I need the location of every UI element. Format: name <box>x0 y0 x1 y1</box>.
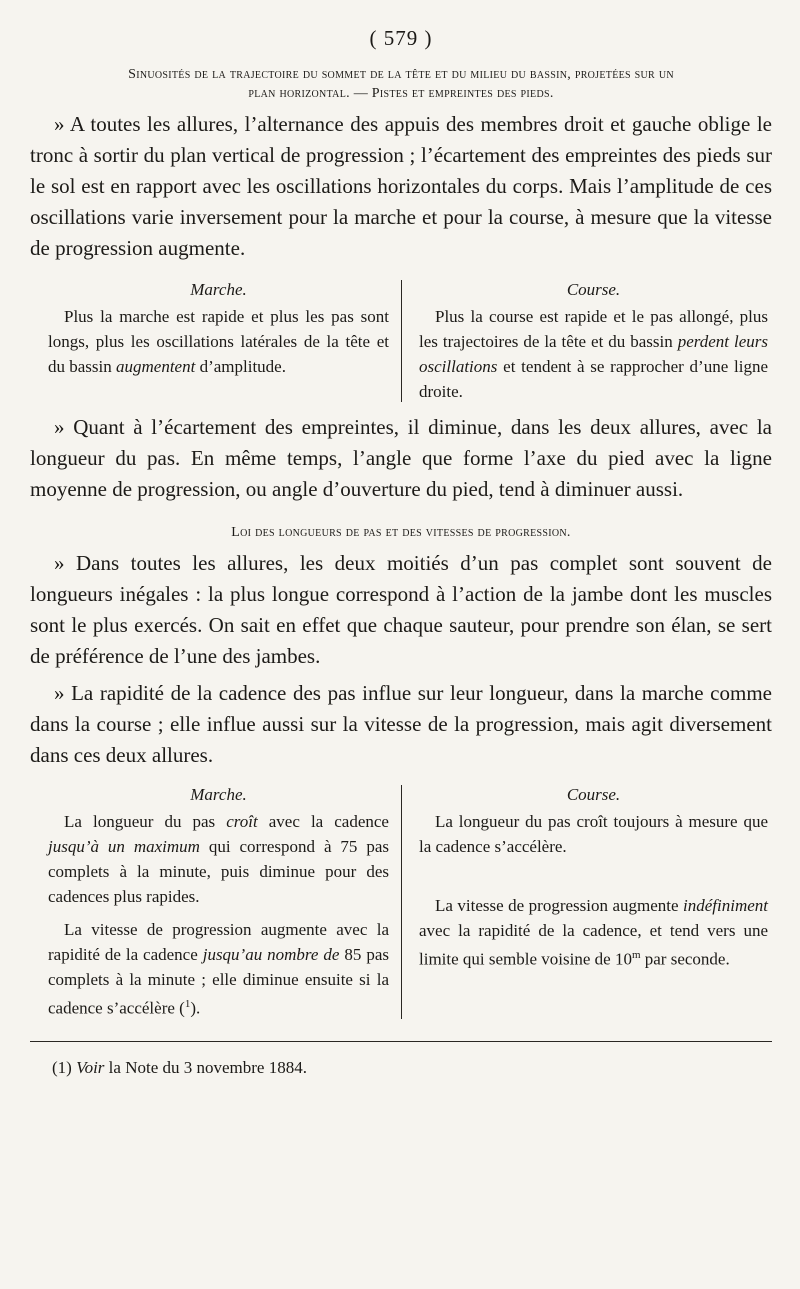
course-longueur-text: La longueur du pas croît toujours à mesure que la cadence s’accélère. <box>419 812 768 856</box>
column-title-course-2: Course. <box>566 785 621 804</box>
column-divider <box>401 280 402 402</box>
section-heading-line1: Sinuosités de la trajectoire du sommet de la tête et du milieu du bassin, projetées sur un <box>128 67 674 82</box>
course-vitesse-text: La vitesse de progression augmente indéfiniment avec la rapidité de la cadence, et tend vers une limite qui semble voisine de 10$^m$ par seconde. <box>419 896 768 969</box>
footnote-marker: (1) <box>52 1057 72 1077</box>
column-course <box>401 278 772 404</box>
paragraph-cadence: » La rapidité de la cadence des pas influe sur leur longueur, dans la marche comme dans la course ; elle influe aussi sur la vitesse de la progression, mais agit diversement dans ces deux allures. <box>30 681 772 767</box>
column-marche <box>30 278 401 404</box>
column-title-marche-2: Marche. <box>190 785 247 804</box>
section-heading-sinuosites <box>30 65 772 103</box>
footnote-rule <box>30 1041 772 1042</box>
paragraph-ecartement: » Quant à l’écartement des empreintes, il diminue, dans les deux allures, avec la longueur du pas. En même temps, l’angle que forme l’axe du pied avec la ligne moyenne de progression, ou angle d’ouverture du pied, tend à diminuer aussi. <box>30 415 772 501</box>
comparison-oscillations <box>30 278 772 404</box>
footnote: (1) Voir la Note du 3 novembre 1884. <box>52 1057 307 1077</box>
column-course-2 <box>401 783 772 1021</box>
comparison-cadence <box>30 783 772 1021</box>
section-heading-line2: plan horizontal. — Pistes et empreintes des pieds. <box>248 86 554 101</box>
column-title-course: Course. <box>566 280 621 299</box>
page <box>30 26 772 1080</box>
column-marche-2 <box>30 783 401 1021</box>
marche-vitesse-text: La vitesse de progression augmente avec la rapidité de la cadence jusqu’au nombre de 85 pas complets à la minute ; elle diminue ensuite si la cadence s’accélère ($^1$). <box>48 920 389 1018</box>
course-oscillations-text: Plus la course est rapide et le pas allongé, plus les trajectoires de la tête et du bassin perdent leurs oscillations et tendent à se rapprocher d’une ligne droite. <box>419 307 768 401</box>
page-number: ( 579 ) <box>369 26 433 50</box>
paragraph-moities-pas: » Dans toutes les allures, les deux moitiés d’un pas complet sont souvent de longueurs inégales : la plus longue correspond à l’action de la jambe dont les muscles sont le plus exercés. On sait en effet que chaque sauteur, pour prendre son élan, se sert de préférence de l’une des jambes. <box>30 551 772 668</box>
paragraph-allures: » A toutes les allures, l’alternance des appuis des membres droit et gauche oblige le tronc à sortir du plan vertical de progression ; l’écartement des empreintes des pieds sur le sol est en rapport avec les oscillations horizontales du corps. Mais l’amplitude de ces oscillations varie inversement pour la marche et pour la course, à mesure que la vitesse de progression augmente. <box>30 112 772 260</box>
column-divider-2 <box>401 785 402 1019</box>
column-title-marche: Marche. <box>190 280 247 299</box>
marche-oscillations-text: Plus la marche est rapide et plus les pas sont longs, plus les oscillations latérales de la tête et du bassin augmentent d’amplitude. <box>48 307 389 376</box>
section-heading-loi: Loi des longueurs de pas et des vitesses de progression. <box>231 525 571 540</box>
marche-longueur-text: La longueur du pas croît avec la cadence jusqu’à un maximum qui correspond à 75 pas complets à la minute, puis diminue pour des cadences plus rapides. <box>48 812 389 906</box>
